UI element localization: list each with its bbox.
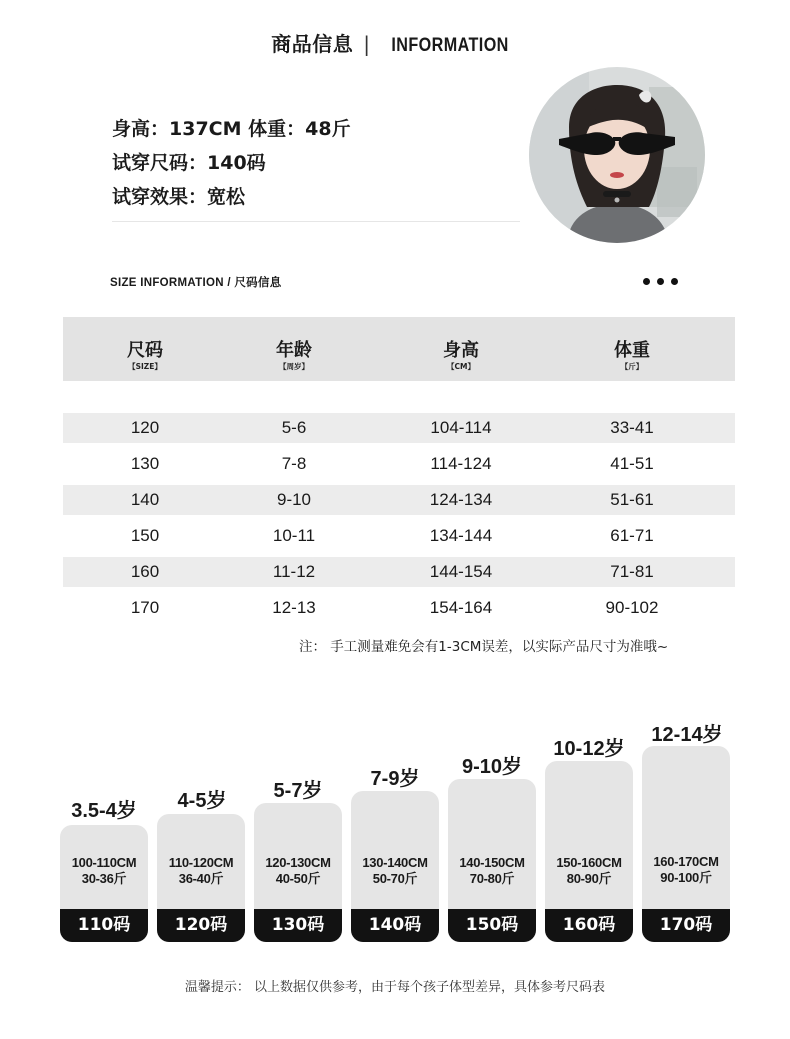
header-separator: |: [363, 32, 371, 56]
header-weight-sub: 【斤】: [620, 362, 644, 371]
card-height-range: 110-120CM: [168, 855, 234, 870]
model-divider: [112, 221, 520, 222]
cell-size: 170: [130, 598, 160, 617]
header-height-sub: 【CM】: [447, 362, 475, 371]
age-label: 12-14岁: [651, 724, 723, 746]
cell-size: 160: [130, 562, 160, 581]
card-size-code: 110码: [60, 909, 148, 942]
age-label: 9-10岁: [461, 756, 523, 778]
model-photo-illustration: [529, 67, 705, 243]
header-size: 尺码: [127, 340, 163, 361]
cell-size: 130: [130, 454, 160, 473]
dot: [657, 278, 664, 285]
card-height-range: 120-130CM: [265, 855, 331, 870]
age-label: 10-12岁: [553, 738, 625, 760]
footer-tip: 温馨提示： 以上数据仅供参考，由于每个孩子体型差异，具体参考尺码表: [184, 980, 606, 995]
model-info: [112, 112, 351, 214]
card-size-code: 150码: [448, 909, 536, 942]
header-title-cn: 商品信息: [271, 32, 354, 56]
table-row: [63, 413, 735, 443]
card-size-code: 170码: [642, 909, 730, 942]
table-row: [63, 485, 735, 515]
card-size-code: 120码: [157, 909, 245, 942]
size-card-170: [642, 746, 730, 942]
model-try-effect: 试穿效果：宽松: [112, 186, 246, 208]
card-height-range: 140-150CM: [459, 855, 525, 870]
cell-weight: 71-81: [610, 562, 654, 581]
size-card-160: [545, 761, 633, 942]
age-label: 5-7岁: [273, 780, 323, 802]
cell-size: 120: [130, 418, 160, 437]
cell-weight: 51-61: [610, 490, 654, 509]
size-table-header: [63, 317, 735, 381]
cell-height: 124-134: [429, 490, 493, 509]
size-card-110: [60, 825, 148, 942]
card-weight-range: 36-40斤: [178, 871, 224, 886]
card-height-range: 100-110CM: [71, 855, 137, 870]
header-weight: 体重: [614, 340, 650, 361]
dot: [671, 278, 678, 285]
cell-size: 150: [130, 526, 160, 545]
header-size-sub: 【SIZE】: [128, 362, 162, 371]
size-card-130: [254, 803, 342, 942]
cell-height: 154-164: [429, 598, 493, 617]
cell-height: 114-124: [430, 454, 492, 473]
cell-age: 11-12: [272, 562, 316, 581]
cell-weight: 41-51: [610, 454, 654, 473]
cell-weight: 33-41: [610, 418, 654, 437]
table-row: [63, 521, 735, 551]
cell-weight: 61-71: [610, 526, 654, 545]
cell-height: 134-144: [429, 526, 493, 545]
cell-age: 5-6: [281, 418, 307, 437]
model-try-size: 试穿尺码：140码: [112, 152, 266, 174]
cell-age: 7-8: [281, 454, 307, 473]
card-weight-range: 30-36斤: [81, 871, 127, 886]
age-label: 4-5岁: [177, 790, 227, 812]
card-weight-range: 70-80斤: [469, 871, 515, 886]
measurement-note: 注： 手工测量难免会有1-3CM误差，以实际产品尺寸为准哦~: [299, 639, 669, 655]
age-label: 3.5-4岁: [71, 800, 137, 822]
card-weight-range: 90-100斤: [660, 870, 712, 885]
size-card-140: [351, 791, 439, 942]
table-row: [63, 449, 735, 479]
header-height: 身高: [443, 340, 479, 361]
cell-height: 104-114: [430, 418, 492, 437]
size-info-title: SIZE INFORMATION / 尺码信息: [110, 277, 282, 289]
cell-age: 12-13: [272, 598, 316, 617]
card-weight-range: 50-70斤: [372, 871, 418, 886]
header-age-sub: 【周岁】: [279, 362, 309, 371]
card-weight-range: 40-50斤: [275, 871, 321, 886]
header-title-en: INFORMATION: [390, 35, 509, 56]
card-height-range: 160-170CM: [653, 854, 719, 869]
header-age: 年龄: [276, 340, 312, 361]
cell-age: 9-10: [276, 490, 312, 509]
card-size-code: 160码: [545, 909, 633, 942]
card-weight-range: 80-90斤: [566, 871, 612, 886]
age-label: 7-9岁: [370, 768, 420, 790]
table-row: [63, 557, 735, 587]
card-size-code: 130码: [254, 909, 342, 942]
card-height-range: 130-140CM: [362, 855, 428, 870]
cell-weight: 90-102: [605, 598, 659, 617]
model-height-weight: 身高：137CM 体重：48斤: [112, 118, 351, 140]
cell-size: 140: [130, 490, 160, 509]
size-card-120: [157, 814, 245, 942]
cell-age: 10-11: [272, 526, 316, 545]
model-photo: [529, 67, 705, 243]
table-row: [63, 593, 735, 623]
card-height-range: 150-160CM: [556, 855, 622, 870]
dot: [643, 278, 650, 285]
page-header: [0, 28, 790, 57]
cell-height: 144-154: [429, 562, 493, 581]
more-dots-icon: [643, 278, 683, 286]
card-size-code: 140码: [351, 909, 439, 942]
size-card-150: [448, 779, 536, 942]
